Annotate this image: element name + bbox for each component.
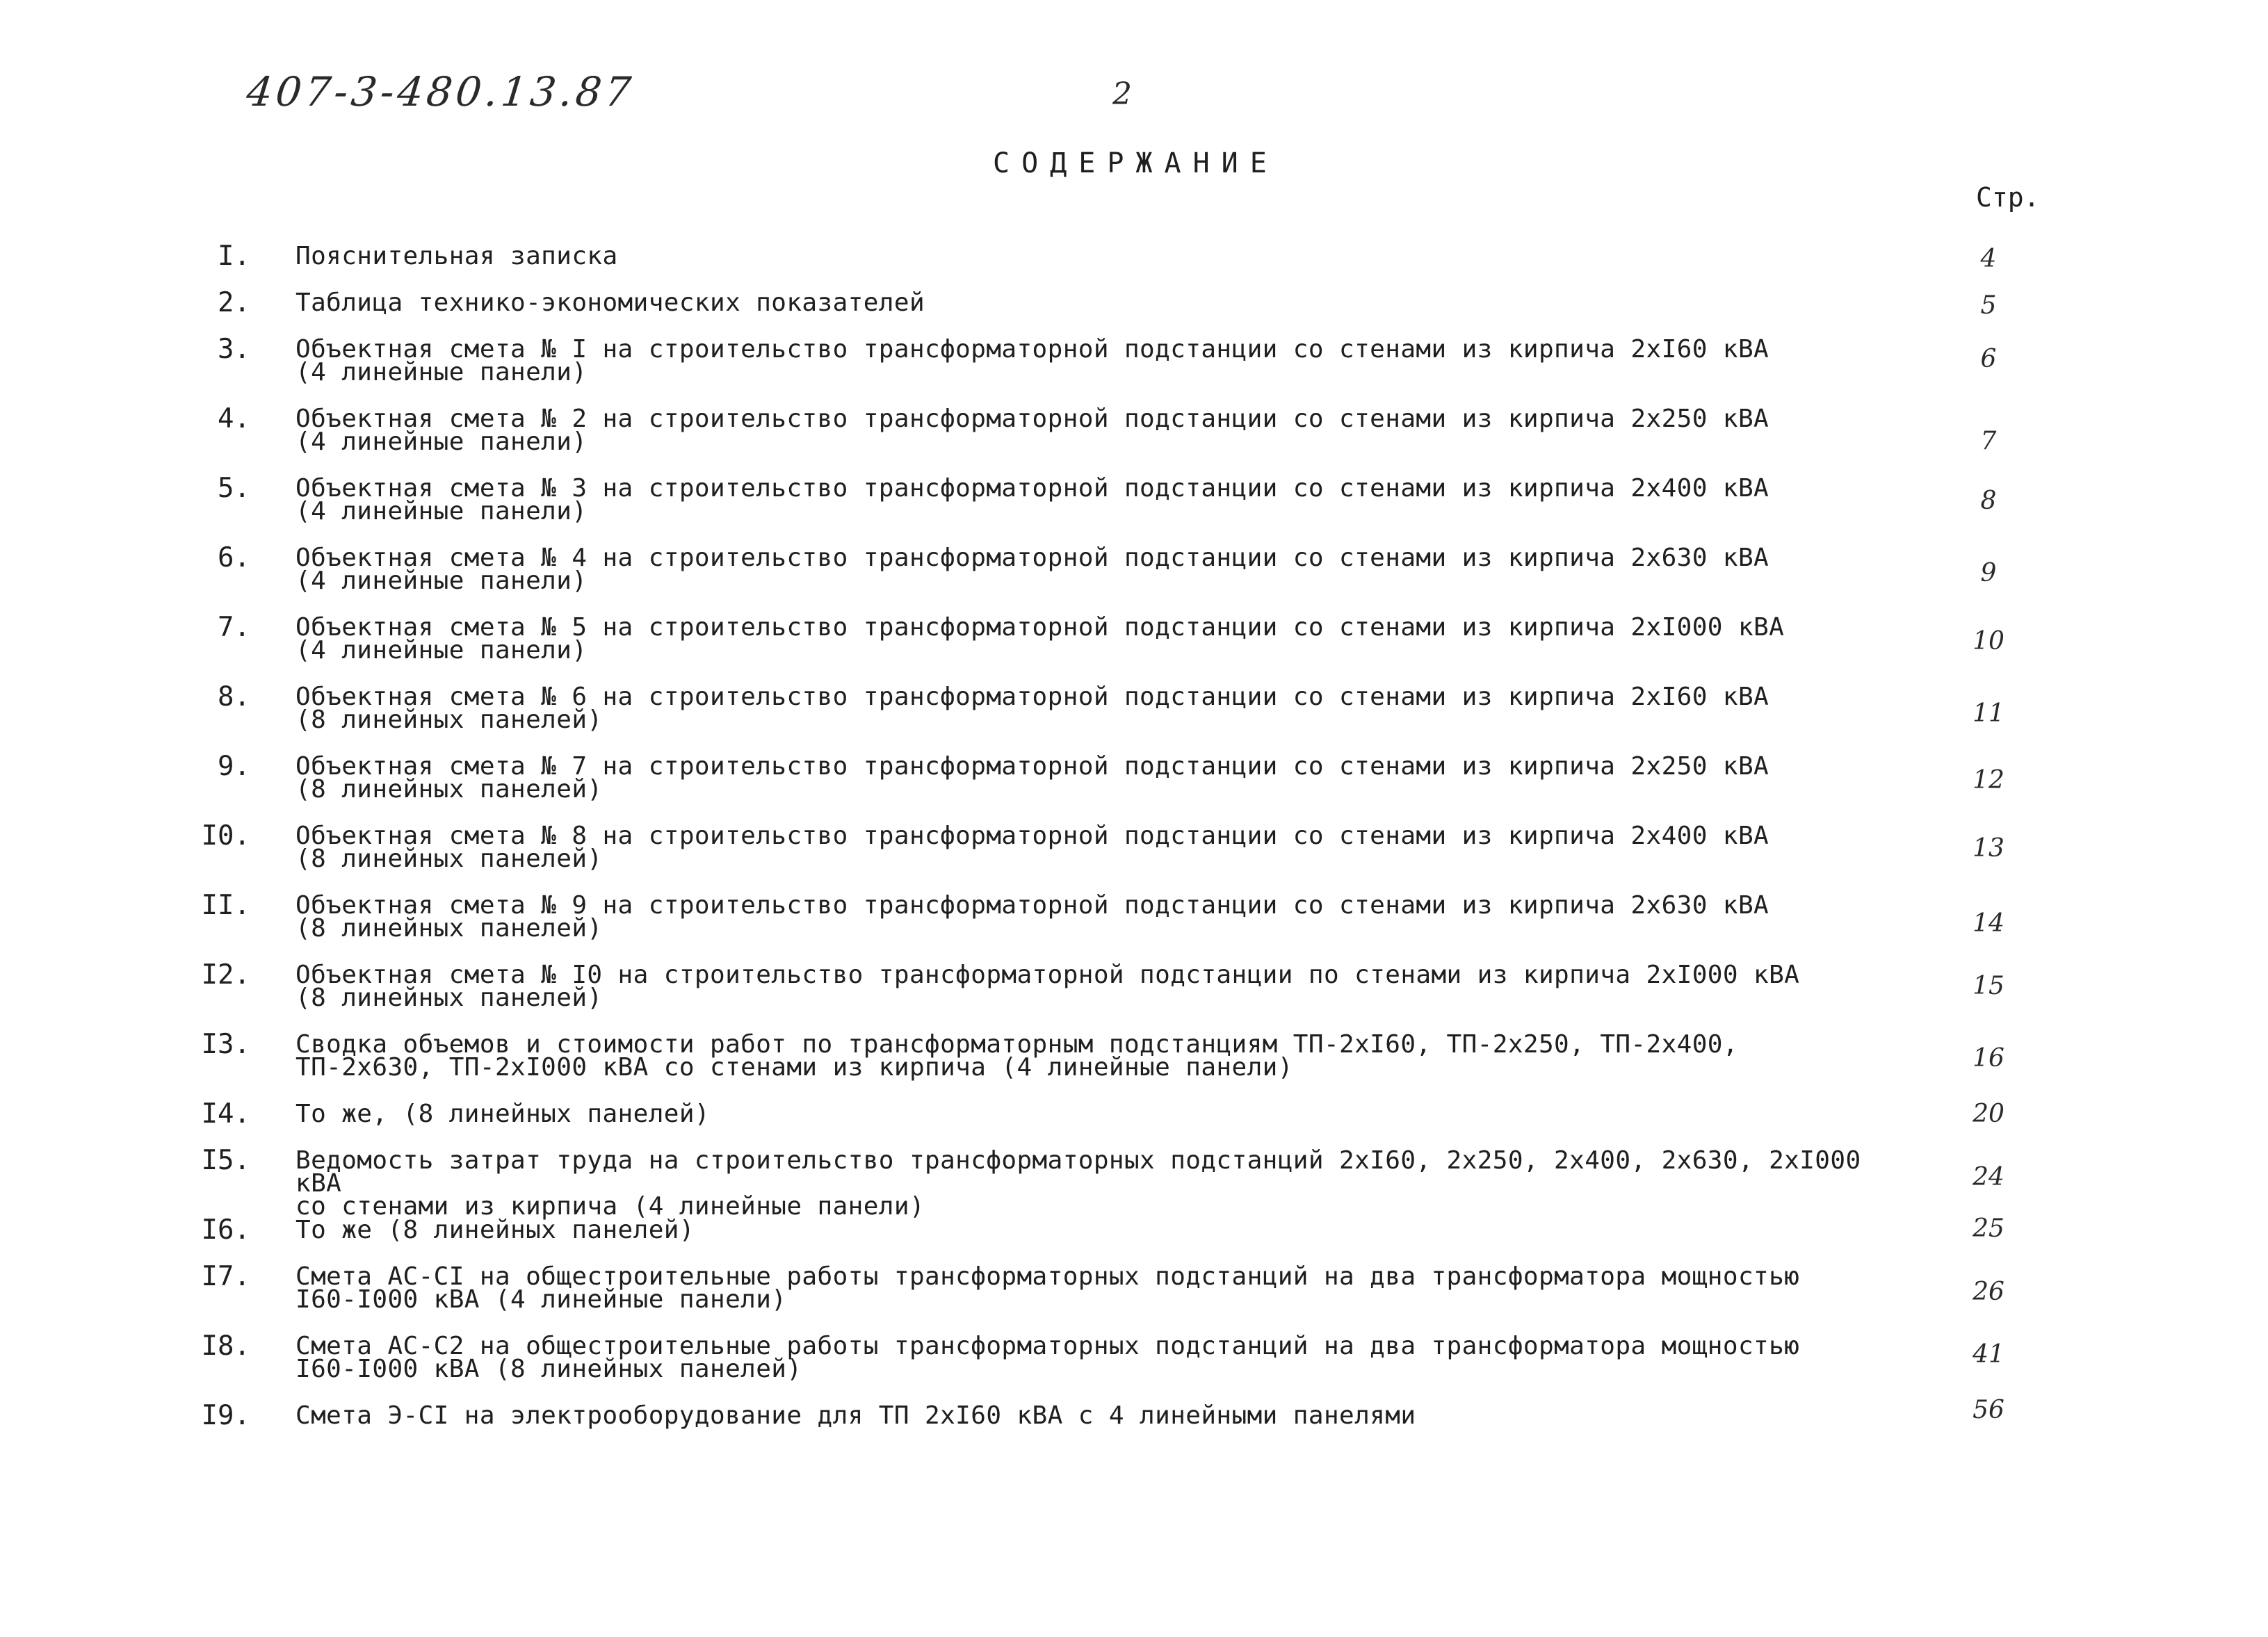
toc-title: То же (8 линейных панелей) (295, 1216, 695, 1244)
toc-title: Объектная смета № 7 на строительство трансформаторной подстанции со стенами из кирпича 2х250 кВА (8 линейных панелей) (295, 752, 1769, 804)
toc-title: Объектная смета № I0 на строительство трансформаторной подстанции по стенами из кирпича 2хI000 кВА (8 линейных панелей) (295, 961, 1800, 1012)
toc-page-ref: 4 (1980, 245, 1997, 273)
toc-row (0, 1261, 2268, 1321)
toc-title: Объектная смета № 4 на строительство трансформаторной подстанции со стенами из кирпича 2х630 кВА (4 линейные панели) (295, 544, 1769, 595)
toc-page-ref: 9 (1980, 559, 1997, 587)
toc-number: 3. (218, 334, 250, 365)
toc-page-ref: 20 (1973, 1100, 2004, 1128)
toc-page-ref: 15 (1973, 972, 2004, 1000)
toc-title: Смета Э-СI на электрооборудование для ТП 2хI60 кВА с 4 линейными панелями (295, 1401, 1416, 1430)
toc-title: Таблица технико-экономических показателей (295, 288, 925, 317)
toc-number: I7. (201, 1261, 250, 1292)
toc-page-ref: 5 (1980, 291, 1997, 320)
toc-number: I0. (201, 820, 250, 852)
toc-page-ref: 11 (1973, 699, 2004, 728)
toc-title: Объектная смета № 8 на строительство трансформаторной подстанции со стенами из кирпича 2х400 кВА (8 линейных панелей) (295, 822, 1769, 873)
toc-title: Объектная смета № 9 на строительство трансформаторной подстанции со стенами из кирпича 2х630 кВА (8 линейных панелей) (295, 891, 1769, 943)
toc-number: I2. (201, 959, 250, 991)
toc-page-ref: 14 (1973, 909, 2004, 938)
toc-row (0, 612, 2268, 671)
toc-number: 4. (218, 403, 250, 434)
toc-title: Объектная смета № 5 на строительство трансформаторной подстанции со стенами из кирпича 2хI000 кВА (4 линейные панели) (295, 613, 1785, 665)
toc-row (0, 751, 2268, 811)
toc-number: I9. (201, 1400, 250, 1431)
toc-title: Объектная смета № 3 на строительство трансформаторной подстанции со стенами из кирпича 2х400 кВА (4 линейные панели) (295, 474, 1769, 526)
page-column-header: Стр. (1976, 182, 2040, 213)
toc-number: I3. (201, 1029, 250, 1060)
toc-title: То же, (8 линейных панелей) (295, 1100, 710, 1128)
toc-page-ref: 13 (1973, 834, 2004, 863)
toc-number: 6. (218, 542, 250, 573)
toc-page-ref: 56 (1973, 1396, 2004, 1424)
toc-page-ref: 10 (1973, 627, 2004, 655)
toc-page-ref: 25 (1973, 1214, 2004, 1243)
toc-title: Сводка объемов и стоимости работ по трансформаторным подстанциям ТП-2хI60, ТП-2х250, ТП-2х400, ТП-2х630, ТП-2хI000 кВА со стенами из кирпича (4 линейные панели) (295, 1030, 1738, 1082)
toc-title: Объектная смета № 2 на строительство трансформаторной подстанции со стенами из кирпича 2х250 кВА (4 линейные панели) (295, 405, 1769, 456)
toc-row (0, 473, 2268, 532)
toc-number: I4. (201, 1098, 250, 1130)
toc-row (0, 334, 2268, 393)
toc-row (0, 890, 2268, 950)
toc-row (0, 403, 2268, 463)
toc-page-ref: 12 (1973, 766, 2004, 795)
toc-page-ref: 41 (1973, 1340, 2004, 1369)
toc-page-ref: 8 (1980, 487, 1997, 515)
toc-number: II. (201, 890, 250, 921)
page-title: СОДЕРЖАНИЕ (993, 147, 1279, 179)
toc-row (0, 1330, 2268, 1390)
toc-title: Смета АС-СI на общестроительные работы трансформаторных подстанций на два трансформатора мощностью I60-I000 кВА (4 линейные панели) (295, 1262, 1800, 1314)
toc-number: 5. (218, 473, 250, 504)
toc-row (0, 1396, 2268, 1460)
toc-title: Объектная смета № 6 на строительство трансформаторной подстанции со стенами из кирпича 2хI60 кВА (8 линейных панелей) (295, 683, 1769, 734)
toc-title: Пояснительная записка (295, 242, 618, 270)
toc-title: Смета АС-С2 на общестроительные работы трансформаторных подстанций на два трансформатора мощностью I60-I000 кВА (8 линейных панелей) (295, 1332, 1800, 1383)
toc-row (0, 959, 2268, 1019)
toc-number: 7. (218, 612, 250, 643)
document-code: 407-3-480.13.87 (244, 68, 637, 115)
toc-title: Ведомость затрат труда на строительство трансформаторных подстанций 2хI60, 2х250, 2х400, 2х630, 2хI000 кВА со стенами из кирпича (4 линейные панели) (295, 1146, 1861, 1221)
toc-number: 8. (218, 681, 250, 712)
toc-row (0, 820, 2268, 880)
page-number: 2 (1112, 76, 1132, 112)
toc-page-ref: 16 (1973, 1044, 2004, 1073)
toc-number: 2. (218, 287, 250, 318)
toc-row (0, 1029, 2268, 1089)
toc-page-ref: 7 (1980, 427, 1997, 455)
toc-number: I6. (201, 1214, 250, 1246)
toc-row (0, 542, 2268, 602)
toc-page-ref: 24 (1973, 1163, 2004, 1191)
toc-page-ref: 26 (1973, 1278, 2004, 1306)
toc-number: I5. (201, 1145, 250, 1176)
toc-number: I. (218, 241, 250, 272)
toc-title: Объектная смета № I на строительство трансформаторной подстанции со стенами из кирпича 2хI60 кВА (4 линейные панели) (295, 335, 1769, 386)
toc-number: I8. (201, 1330, 250, 1362)
toc-row (0, 681, 2268, 741)
toc-number: 9. (218, 751, 250, 782)
toc-row (0, 1145, 2268, 1221)
toc-page-ref: 6 (1980, 345, 1997, 373)
